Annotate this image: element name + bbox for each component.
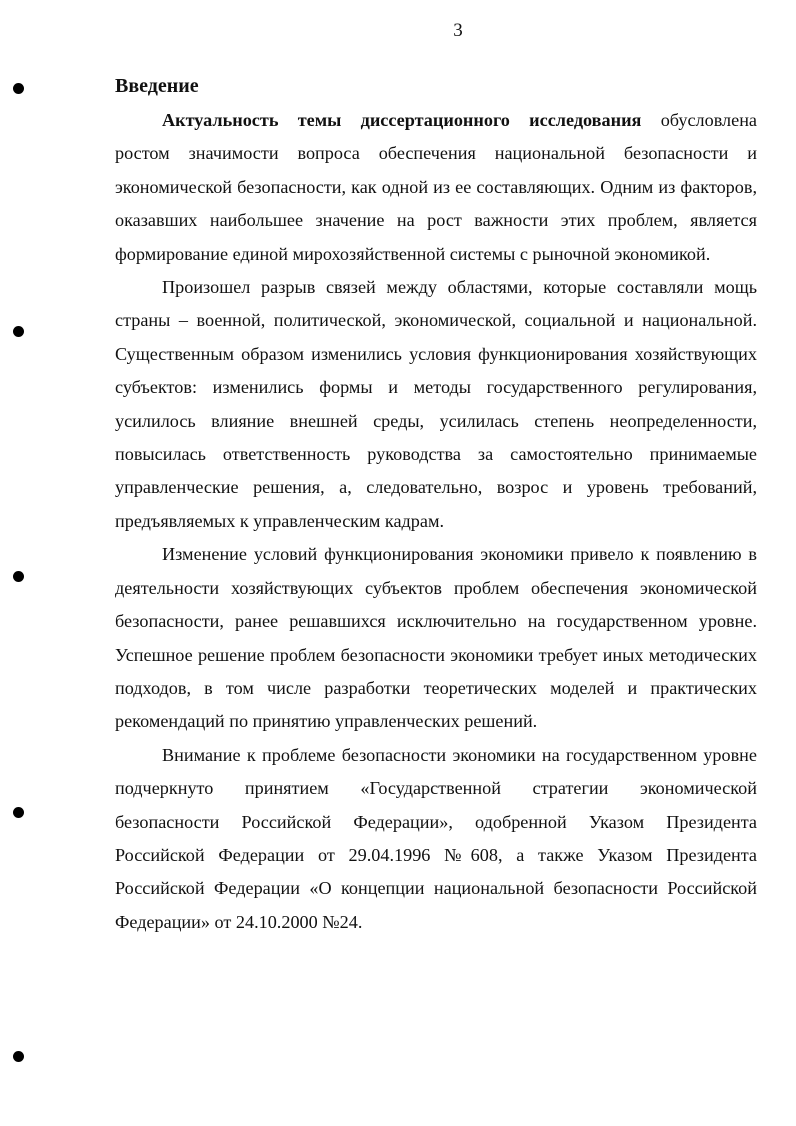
paragraph-lead: Актуальность темы диссертационного исследования: [162, 110, 642, 130]
binding-hole-mark: [13, 1051, 24, 1062]
binding-hole-mark: [13, 326, 24, 337]
paragraph-text: Изменение условий функционирования экономики привело к появлению в деятельности хозяйствующих субъектов проблем обеспечения экономической безопасности, ранее решавшихся исключительно на государственном уровне. Успешное решение проблем безопасности экономики требует иных методических подходов, в том числе разработки теоретических моделей и практических рекомендаций по принятию управленческих решений.: [115, 544, 757, 732]
paragraph-text: Внимание к проблеме безопасности экономики на государственном уровне подчеркнуто принятием «Государственной стратегии экономической безопасности Российской Федерации», одобренной Указом Президента Российской Федерации от 29.04.1996 №608, а также Указом Президента Российской Федерации «О концепции национальной безопасности Российской Федерации» от 24.10.2000 №24.: [115, 744, 757, 932]
paragraph-text: обусловлена ростом значимости вопроса обеспечения национальной безопасности и экономической безопасности, как одной из ее составляющих. Одним из факторов, оказавших наибольшее значение на рост важности этих проблем, является формирование единой мирохозяйственной системы с рыночной экономикой.: [115, 110, 757, 264]
paragraph-relevance: [115, 104, 757, 271]
binding-hole-mark: [13, 83, 24, 94]
section-heading: Введение: [115, 75, 199, 97]
binding-hole-mark: [13, 807, 24, 818]
paragraph-context: [115, 271, 757, 538]
document-body: [115, 72, 757, 939]
binding-hole-mark: [13, 571, 24, 582]
page-number: 3: [453, 20, 463, 41]
paragraph-text: Произошел разрыв связей между областями, которые составляли мощь страны – военной, политической, экономической, социальной и национальной. Существенным образом изменились условия функционирования хозяйствующих субъектов: изменились формы и методы государственного регулирования, усилилось влияние внешней среды, усилилась степень неопределенности, повысилась ответственность руководства за самостоятельно принимаемые управленческие решения, а, следовательно, возрос и уровень требований, предъявляемых к управленческим кадрам.: [115, 277, 757, 531]
paragraph-problem: [115, 538, 757, 738]
paragraph-state-attention: [115, 739, 757, 939]
